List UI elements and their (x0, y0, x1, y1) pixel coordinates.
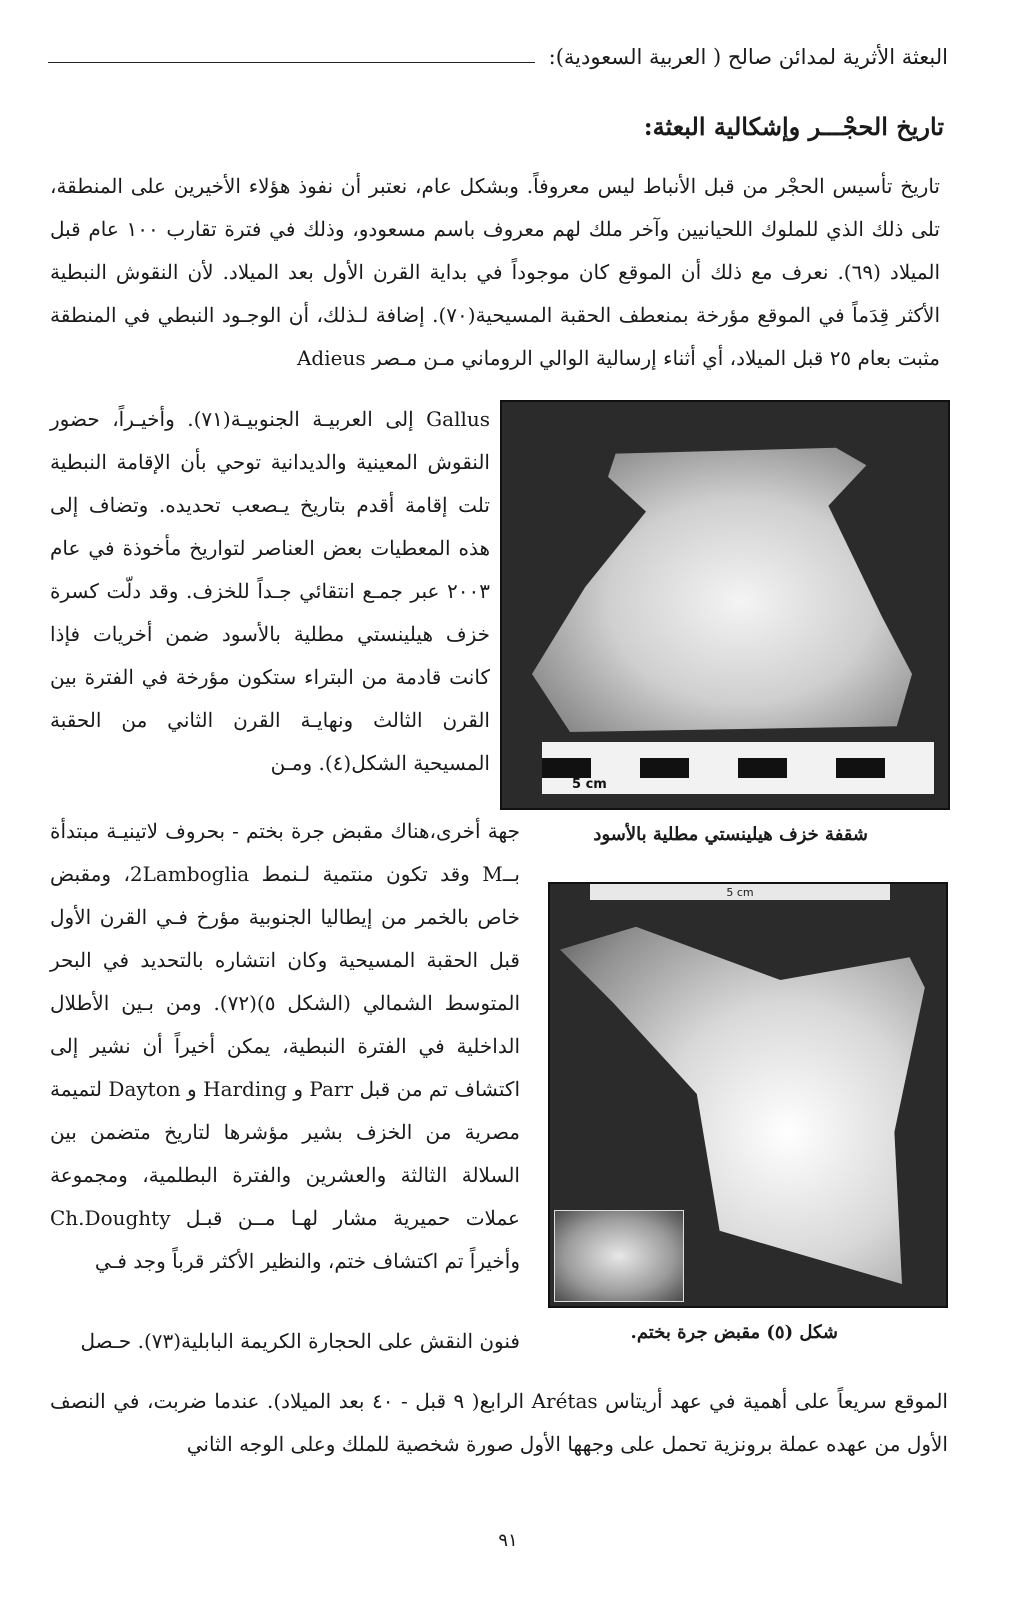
figure-4-caption: شقفة خزف هيلينستي مطلية بالأسود (593, 824, 868, 845)
running-header (48, 40, 948, 74)
paragraph-5: الموقع سريعاً على أهمية في عهد أريتاس Arétas الرابع( ٩ قبل - ٤٠ بعد الميلاد). عندما ضربت، في النصف الأول من عهده عملة برونزية تحمل على وجهها الأول صورة شخصية للملك وعلى الوجه الثاني (50, 1389, 948, 1456)
header-title: البعثة الأثرية لمدائن صالح ( العربية السعودية): (548, 45, 948, 69)
paragraph-2: Gallus إلى العربيـة الجنوبيـة(٧١). وأخيـراً، حضور النقوش المعينية والديدانية توحي بأن الإقامة النبطية تلت إقامة أقدم بتاريخ يـصعب تحديده. وتضاف إلى هذه المعطيات بعض العناصر لتواريخ مأخوذة في عام ٢٠٠٣ عبر جمـع انتقائي جـداً للخزف. وقد دلّت كسرة خزف هيلينستي مطلية بالأسود ضمن أخريات فإذا كانت قادمة من البتراء ستكون مؤرخة في الفترة بين القرن الثالث ونهايـة القرن الثاني من الحقبة المسيحية الشكل(٤). ومـن (50, 407, 491, 775)
paragraph-3: جهة أخرى،هناك مقبض جرة بختم - بحروف لاتينيـة مبتدأة بــM وقد تكون منتمية لـنمط 2Lamboglia، ومقبض خاص بالخمر من إيطاليا الجنوبية مؤرخ فـي القرن الأول قبل الحقبة المسيحية وكان انتشاره بالتحديد في البحر المتوسط الشمالي (الشكل ٥)(٧٢). ومن بـين الأطلال الداخلية في الفترة النبطية، يمكن أخيراً أن نشير إلى اكتشاف تم من قبل Parr و Harding و Dayton لتميمة مصرية من الخزف بشير مؤشرها لتاريخ متضمن بين السلالة الثالثة والعشرين والفترة البطلمية، ومجموعة عملات حميرية مشار لهـا مــن قبـل Ch.Doughty وأخيراً تم اكتشاف ختم، والنظير الأكثر قرباً وجد فـي (50, 819, 521, 1273)
section-title: تاريخ الحجْـــر وإشكالية البعثة: (643, 112, 944, 141)
figure-5-caption: شكل (٥) مقبض جرة بختم. (630, 1322, 838, 1343)
scale-bar (542, 742, 934, 794)
header-rule (48, 62, 535, 63)
figure-5-photo (548, 882, 948, 1308)
paragraph-1: تاريخ تأسيس الحجْر من قبل الأنباط ليس معروفاً. وبشكل عام، نعتبر أن نفوذ هؤلاء الأخيرين على المنطقة، تلى ذلك الذي للملوك اللحيانيين وآخر ملك لهم معروف باسم مسعودو، وذلك في فترة تقارب ١٠٠ عام قبل الميلاد (٦٩). نعرف مع ذلك أن الموقع كان موجوداً في بداية القرن الأول بعد الميلاد. لأن النقوش النبطية الأكثر قِدَماً في الموقع مؤرخة بمنعطف الحقبة المسيحية(٧٠). إضافة لـذلك، أن الوجـود النبطي في المنطقة مثبت بعام ٢٥ قبل الميلاد، أي أثناء إرسالية الوالي الروماني مـن مـصر Adieus (50, 174, 941, 370)
figure-4-photo (500, 400, 950, 810)
stamp-detail-inset (554, 1210, 684, 1302)
pottery-shard-image (532, 442, 912, 732)
paragraph-4: فنون النقش على الحجارة الكريمة البابلية(٧٣). حـصل (80, 1329, 520, 1353)
scale-label: 5 cm (572, 777, 607, 792)
page-number: ٩١ (498, 1530, 518, 1551)
scale-bar (590, 884, 890, 900)
scale-label: 5 cm (726, 885, 754, 899)
